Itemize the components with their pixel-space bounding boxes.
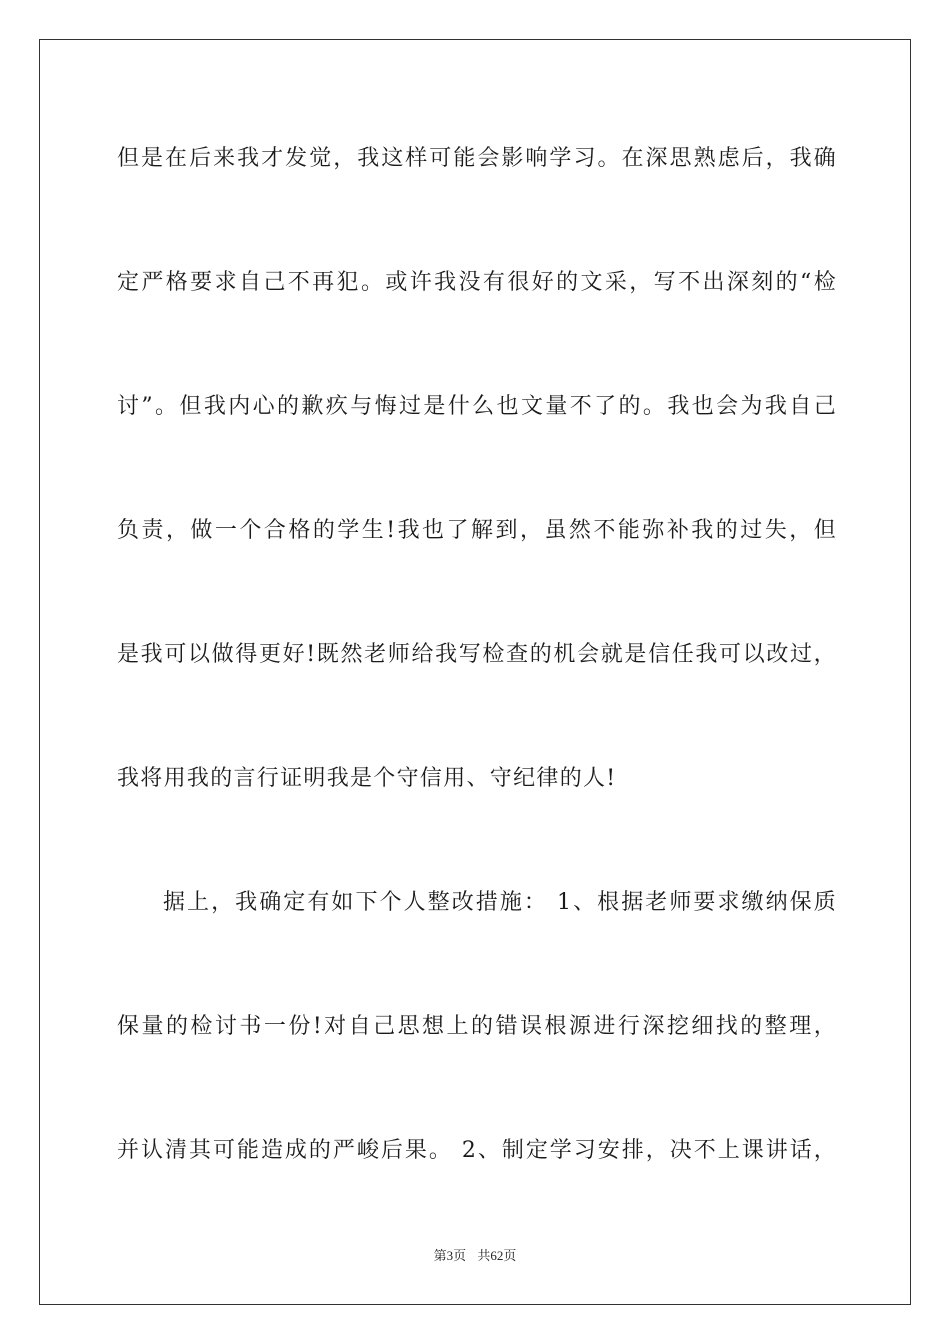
- page-total: 共62页: [477, 1248, 517, 1263]
- text-line: 我将用我的言行证明我是个守信用、守纪律的人!: [117, 766, 617, 791]
- text-line: 讨”。但我内心的歉疚与悔过是什么也文量不了的。我也会为我自己: [117, 394, 837, 419]
- text-line: 但是在后来我才发觉，我这样可能会影响学习。在深思熟虑后，我确: [117, 146, 837, 171]
- text-line: 是我可以做得更好!既然老师给我写检查的机会就是信任我可以改过，: [117, 642, 837, 667]
- text-line: 负责，做一个合格的学生!我也了解到，虽然不能弥补我的过失，但: [117, 518, 837, 543]
- text-line: 定严格要求自己不再犯。或许我没有很好的文采，写不出深刻的“检: [117, 270, 837, 295]
- text-line: 并认清其可能造成的严峻后果。 2、制定学习安排，决不上课讲话，: [117, 1138, 837, 1163]
- text-line: 保量的检讨书一份!对自己思想上的错误根源进行深挖细找的整理，: [117, 1014, 837, 1039]
- page-footer: [0, 1245, 950, 1264]
- document-body: [117, 128, 837, 1244]
- text-line: 据上，我确定有如下个人整改措施： 1、根据老师要求缴纳保质: [163, 890, 837, 915]
- page-number: 第3页: [433, 1248, 467, 1263]
